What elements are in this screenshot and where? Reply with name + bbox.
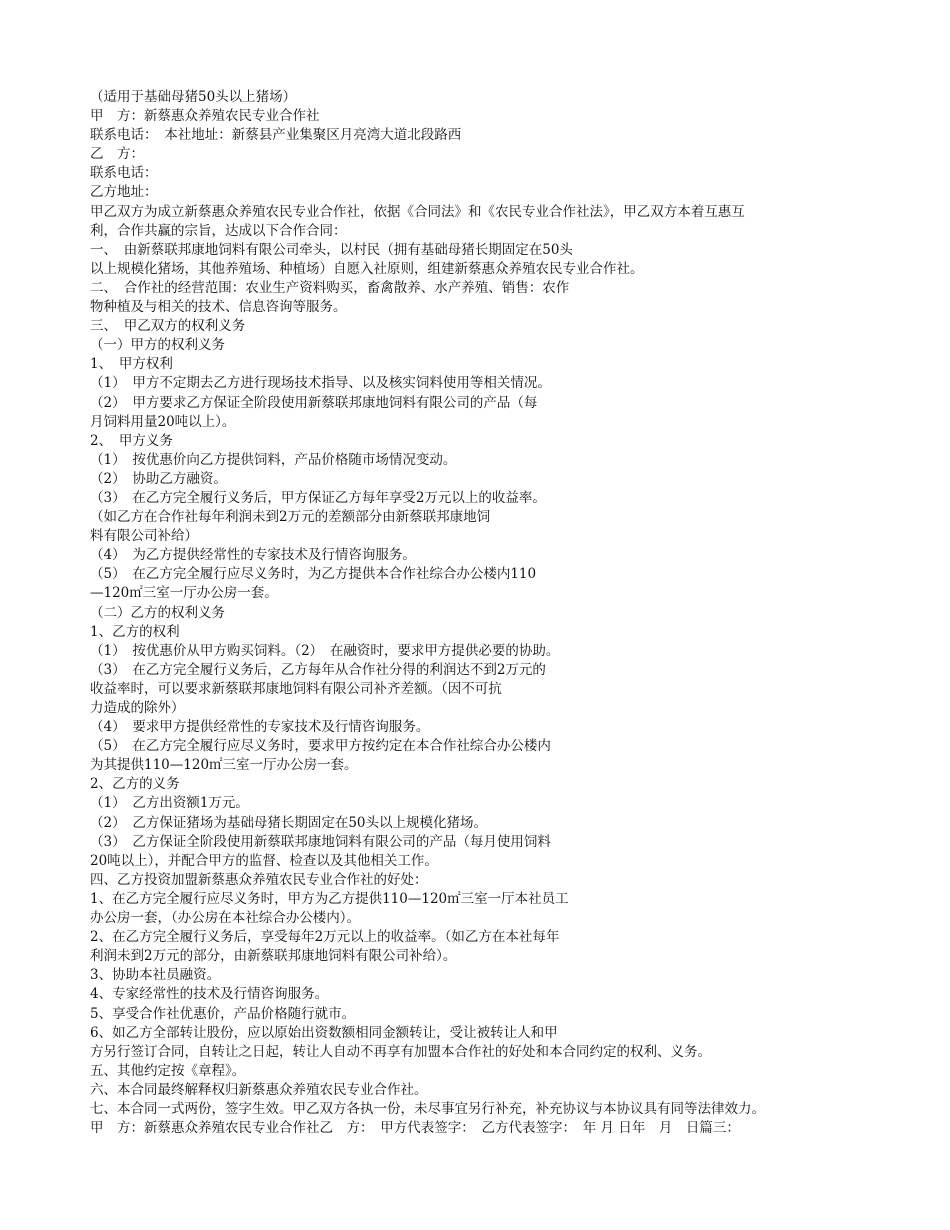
document-line: 2、 甲方义务: [90, 432, 173, 449]
document-line: 六、本合同最终解释权归新蔡惠众养殖农民专业合作社。: [90, 1081, 428, 1098]
document-line: （1） 按优惠价向乙方提供饲料，产品价格随市场情况变动。: [90, 451, 457, 468]
document-line: （2） 甲方要求乙方保证全阶段使用新蔡联邦康地饲料有限公司的产品（每: [90, 394, 538, 411]
document-line: 二、 合作社的经营范围：农业生产资料购买，畜禽散养、水产养殖、销售：农作: [90, 279, 570, 296]
document-line: 甲 方：新蔡惠众养殖农民专业合作社乙 方： 甲方代表签字： 乙方代表签字： 年 月 日年 月 日篇三：: [90, 1120, 740, 1137]
document-line: 甲 方：新蔡惠众养殖农民专业合作社: [90, 108, 320, 125]
document-line: 月饲料用量20吨以上）。: [90, 413, 236, 430]
document-line: 方另行签订合同，自转让之日起，转让人自动不再享有加盟本合作社的好处和本合同约定的权利、义务。: [90, 1043, 711, 1060]
document-line: （4） 为乙方提供经常性的专家技术及行情咨询服务。: [90, 547, 416, 564]
document-line: 2、乙方的义务: [90, 776, 180, 793]
document-line: 利，合作共赢的宗旨，达成以下合作合同：: [90, 222, 347, 239]
document-line: （3） 在乙方完全履行义务后，甲方保证乙方每年享受2万元以上的收益率。: [90, 489, 546, 506]
document-line: 甲乙双方为成立新蔡惠众养殖农民专业合作社，依据《合同法》和《农民专业合作社法》，甲乙双方本着互惠互: [90, 203, 745, 220]
document-line: 2、在乙方完全履行义务后，享受每年2万元以上的收益率。（如乙方在本社每年: [90, 929, 560, 946]
document-line: —120㎡三室一厅办公房一套。: [90, 585, 278, 602]
document-line: （1） 按优惠价从甲方购买饲料。（2） 在融资时，要求甲方提供必要的协助。: [90, 642, 560, 659]
document-line: （3） 乙方保证全阶段使用新蔡联邦康地饲料有限公司的产品（每月使用饲料: [90, 833, 551, 850]
document-line: （3） 在乙方完全履行义务后，乙方每年从合作社分得的利润达不到2万元的: [90, 661, 546, 678]
document-line: 乙 方：: [90, 146, 144, 163]
document-line: （5） 在乙方完全履行应尽义务时，为乙方提供本合作社综合办公楼内110: [90, 566, 537, 583]
document-line: 6、如乙方全部转让股份，应以原始出资数额相同金额转让，受让被转让人和甲: [90, 1024, 558, 1041]
document-line: 三、 甲乙双方的权利义务: [90, 318, 246, 335]
document-line: 五、其他约定按《章程》。: [90, 1062, 246, 1079]
document-line: 乙方地址：: [90, 184, 158, 201]
contract-document: [90, 88, 870, 1138]
document-line: 1、 甲方权利: [90, 356, 173, 373]
document-line: 1、乙方的权利: [90, 623, 180, 640]
document-line: 为其提供110—120㎡三室一厅办公房一套。: [90, 757, 358, 774]
document-line: （如乙方在合作社每年利润未到2万元的差额部分由新蔡联邦康地饲: [90, 509, 491, 526]
document-line: 四、乙方投资加盟新蔡惠众养殖农民专业合作社的好处：: [90, 871, 428, 888]
document-line: （适用于基础母猪50头以上猪场）: [90, 89, 297, 105]
document-line: 3、协助本社员融资。: [90, 967, 221, 984]
document-line: （5） 在乙方完全履行应尽义务时，要求甲方按约定在本合作社综合办公楼内: [90, 738, 551, 755]
document-line: 联系电话： 本社地址：新蔡县产业集聚区月亮湾大道北段路西: [90, 127, 462, 144]
document-line: 20吨以上），并配合甲方的监督、检查以及其他相关工作。: [90, 852, 438, 869]
document-line: （2） 乙方保证猪场为基础母猪长期固定在50头以上规模化猪场。: [90, 814, 488, 831]
document-line: （4） 要求甲方提供经常性的专家技术及行情咨询服务。: [90, 719, 430, 736]
document-line: 物种植及与相关的技术、信息咨询等服务。: [90, 299, 347, 316]
document-line: 收益率时，可以要求新蔡联邦康地饲料有限公司补齐差额。（因不可抗: [90, 680, 502, 697]
document-line: 联系电话：: [90, 165, 158, 182]
document-line: 料有限公司补给）: [90, 528, 198, 545]
document-line: （二）乙方的权利义务: [90, 604, 225, 621]
document-line: （1） 甲方不定期去乙方进行现场技术指导、以及核实饲料使用等相关情况。: [90, 375, 551, 392]
document-line: （一）甲方的权利义务: [90, 337, 225, 354]
document-line: 利润未到2万元的部分，由新蔡联邦康地饲料有限公司补给）。: [90, 948, 457, 965]
document-line: 力造成的除外）: [90, 700, 185, 716]
document-line: （2） 协助乙方融资。: [90, 470, 227, 487]
document-line: 1、在乙方完全履行应尽义务时，甲方为乙方提供110—120㎡三室一厅本社员工: [90, 890, 569, 907]
document-line: （1） 乙方出资额1万元。: [90, 795, 249, 812]
document-line: 4、专家经常性的技术及行情咨询服务。: [90, 986, 329, 1003]
document-line: 办公房一套，（办公房在本社综合办公楼内）。: [90, 910, 360, 927]
document-line: 5、享受合作社优惠价，产品价格随行就市。: [90, 1005, 356, 1022]
document-line: 以上规模化猪场，其他养殖场、种植场）自愿入社原则，组建新蔡惠众养殖农民专业合作社。: [90, 260, 644, 277]
document-line: 一、 由新蔡联邦康地饲料有限公司牵头，以村民（拥有基础母猪长期固定在50头: [90, 241, 573, 258]
document-line: 七、本合同一式两份，签字生效。甲乙双方各执一份，未尽事宜另行补充，补充协议与本协议具有同等法律效力。: [90, 1100, 765, 1117]
